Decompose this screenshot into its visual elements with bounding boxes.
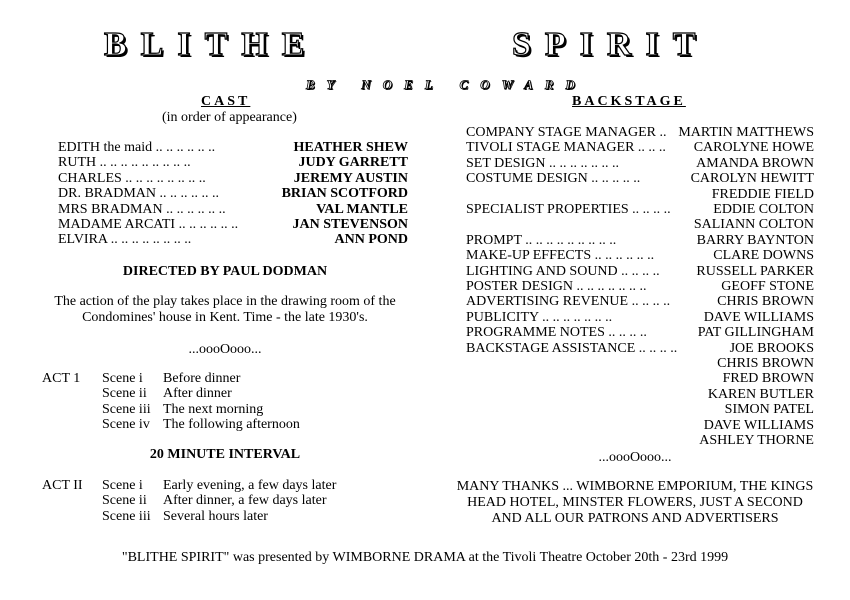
- act1-scene-desc: Before dinner: [163, 371, 241, 386]
- backstage-name: MARTIN MATTHEWS: [678, 125, 814, 140]
- backstage-role: COMPANY STAGE MANAGER ..: [466, 125, 667, 140]
- backstage-name: ASHLEY THORNE: [699, 433, 814, 448]
- backstage-role: COSTUME DESIGN .. .. .. .. ..: [466, 171, 641, 187]
- setting-line1: The action of the play takes place in the drawing room of the: [54, 294, 396, 309]
- backstage-name: CLARE DOWNS: [713, 248, 814, 264]
- cast-role: ELVIRA .. .. .. .. .. .. .. ..: [58, 232, 192, 248]
- backstage-name: AMANDA BROWN: [696, 155, 814, 171]
- setting-line2: Condomines' house in Kent. Time - the late 1930's.: [82, 310, 368, 325]
- cast-actor: JUDY GARRETT: [298, 155, 408, 171]
- act1-scene: Scene i: [102, 371, 143, 386]
- backstage-name: RUSSELL PARKER: [696, 263, 814, 279]
- cast-role: DR. BRADMAN .. .. .. .. .. ..: [58, 186, 220, 202]
- backstage-role: POSTER DESIGN .. .. .. .. .. .. ..: [466, 279, 647, 294]
- cast-role: RUTH .. .. .. .. .. .. .. .. ..: [58, 155, 191, 171]
- backstage-role: ADVERTISING REVENUE .. .. .. ..: [466, 294, 671, 310]
- separator-left: ...oooOooo...: [188, 342, 262, 357]
- cast-actor: ANN POND: [334, 232, 408, 248]
- thanks-line3: AND ALL OUR PATRONS AND ADVERTISERS: [491, 511, 779, 526]
- backstage-name: EDDIE COLTON: [713, 202, 814, 217]
- backstage-role: BACKSTAGE ASSISTANCE .. .. .. ..: [466, 340, 678, 356]
- backstage-role: PUBLICITY .. .. .. .. .. .. ..: [466, 309, 613, 325]
- backstage-role: LIGHTING AND SOUND .. .. .. ..: [466, 263, 660, 279]
- separator-right: ...oooOooo...: [598, 450, 672, 465]
- act2-label: ACT II: [42, 478, 83, 493]
- cast-actor: BRIAN SCOTFORD: [281, 186, 408, 202]
- backstage-name: DAVE WILLIAMS: [703, 417, 814, 433]
- backstage-name: BARRY BAYNTON: [696, 232, 814, 248]
- director-credit: DIRECTED BY PAUL DODMAN: [122, 264, 328, 279]
- act2-scene-desc: After dinner, a few days later: [163, 493, 327, 509]
- byline: BY NOEL COWARD: [306, 77, 587, 92]
- act1-scene: Scene iv: [102, 417, 150, 433]
- backstage-name: FRED BROWN: [722, 371, 814, 387]
- cast-role: MRS BRADMAN .. .. .. .. .. ..: [58, 201, 226, 217]
- footer-credit: "BLITHE SPIRIT" was presented by WIMBORNE DRAMA at the Tivoli Theatre October 20th - 23rd 1999: [121, 550, 729, 565]
- backstage-name: CHRIS BROWN: [717, 294, 814, 310]
- thanks-line1: MANY THANKS ... WIMBORNE EMPORIUM, THE KINGS: [456, 479, 814, 494]
- backstage-name: FREDDIE FIELD: [711, 186, 814, 202]
- backstage-role: TIVOLI STAGE MANAGER .. .. ..: [466, 140, 666, 156]
- backstage-name: GEOFF STONE: [721, 279, 814, 294]
- backstage-role: MAKE-UP EFFECTS .. .. .. .. .. ..: [466, 248, 655, 264]
- act1-label: ACT 1: [42, 371, 81, 386]
- act2-scene: Scene i: [102, 478, 143, 493]
- backstage-role: PROMPT .. .. .. .. .. .. .. .. ..: [466, 232, 617, 248]
- cast-role: EDITH the maid .. .. .. .. .. ..: [58, 140, 216, 155]
- interval-label: 20 MINUTE INTERVAL: [149, 447, 301, 462]
- backstage-list: [466, 125, 814, 455]
- backstage-name: JOE BROOKS: [729, 340, 814, 356]
- backstage-name: CHRIS BROWN: [717, 356, 814, 371]
- cast-actor: JAN STEVENSON: [292, 217, 408, 232]
- cast-actor: VAL MANTLE: [316, 201, 408, 217]
- title-blithe: BLITHE: [104, 26, 319, 63]
- backstage-role: SPECIALIST PROPERTIES .. .. .. ..: [466, 202, 671, 217]
- backstage-name: CAROLYNE HOWE: [693, 140, 814, 156]
- backstage-name: KAREN BUTLER: [707, 386, 814, 402]
- act2-scene-desc: Several hours later: [163, 508, 268, 524]
- act1-scene-desc: The following afternoon: [163, 417, 300, 433]
- act1-scene: Scene ii: [102, 386, 147, 402]
- cast-role: CHARLES .. .. .. .. .. .. .. ..: [58, 170, 206, 186]
- act1-scene-desc: The next morning: [163, 401, 264, 417]
- cast-list: [58, 140, 408, 252]
- cast-actor: JEREMY AUSTIN: [293, 170, 408, 186]
- backstage-role: SET DESIGN .. .. .. .. .. .. ..: [466, 155, 619, 171]
- act1-scene: Scene iii: [102, 401, 151, 417]
- act2-scene: Scene ii: [102, 493, 147, 509]
- backstage-name: SALIANN COLTON: [693, 217, 814, 233]
- act2-scene-desc: Early evening, a few days later: [163, 478, 337, 493]
- cast-heading: CAST: [201, 94, 251, 109]
- backstage-name: SIMON PATEL: [724, 402, 814, 418]
- backstage-heading: BACKSTAGE: [572, 94, 686, 109]
- backstage-name: PAT GILLINGHAM: [697, 325, 814, 341]
- title-spirit: SPIRIT: [512, 26, 710, 63]
- backstage-name: DAVE WILLIAMS: [703, 309, 814, 325]
- thanks-line2: HEAD HOTEL, MINSTER FLOWERS, JUST A SECOND: [467, 495, 803, 510]
- backstage-role: PROGRAMME NOTES .. .. .. ..: [466, 325, 647, 341]
- cast-role: MADAME ARCATI .. .. .. .. .. ..: [58, 217, 239, 232]
- backstage-name: CAROLYN HEWITT: [690, 171, 814, 187]
- act2-scene: Scene iii: [102, 508, 151, 524]
- cast-subheading: (in order of appearance): [162, 110, 297, 125]
- cast-actor: HEATHER SHEW: [293, 140, 408, 155]
- act1-scene-desc: After dinner: [163, 386, 232, 402]
